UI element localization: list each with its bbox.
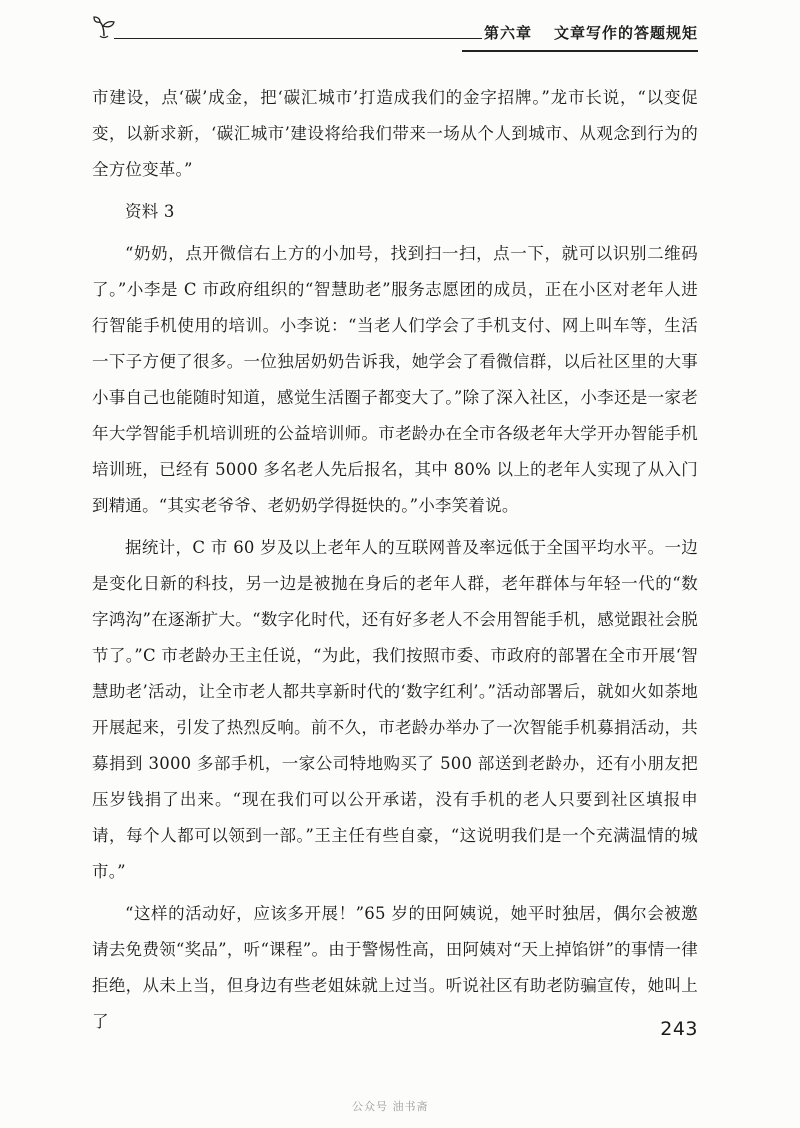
footer-stamp: 公众号 油书斋 <box>352 1100 429 1113</box>
header-chapter: 第六章 <box>483 24 532 42</box>
body-text <box>92 80 698 1046</box>
running-header <box>92 14 698 54</box>
header-underline <box>462 50 698 52</box>
paragraph-1: 市建设，点‘碳’成金，把‘碳汇城市’打造成我们的金字招牌。”龙市长说，“以变促变，以新求新，‘碳汇城市’建设将给我们带来一场从个人到城市、从观念到行为的全方位变革。” <box>92 88 698 179</box>
header-chapter-title: 文章写作的答题规矩 <box>553 24 698 42</box>
page-number: 243 <box>660 1018 698 1040</box>
sprout-icon <box>92 14 118 40</box>
header-title <box>484 22 698 43</box>
section-heading: 资料 3 <box>125 202 175 221</box>
paragraph-2: “奶奶，点开微信右上方的小加号，找到扫一扫，点一下，就可以识别二维码了。”小李是 C 市政府组织的“智慧助老”服务志愿团的成员，正在小区对老年人进行智能手机使用的培训。小李说：“当老人们学会了手机支付、网上叫车等，生活一下子方便了很多。一位独居奶奶告诉我，她学会了看微信群，以后社区里的大事小事自己也能随时知道，感觉生活圈子都变大了。”除了深入社区，小李还是一家老年大学智能手机培训班的公益培训师。市老龄办在全市各级老年大学开办智能手机培训班，已经有 5000 多名老人先后报名，其中 80% 以上的老年人实现了从入门到精通。“其实老爷爷、老奶奶学得挺快的。”小李笑着说。 <box>92 244 698 515</box>
header-rule <box>114 38 482 39</box>
paragraph-4: “这样的活动好，应该多开展！”65 岁的田阿姨说，她平时独居，偶尔会被邀请去免费领“奖品”，听“课程”。由于警惕性高，田阿姨对“天上掉馅饼”的事情一律拒绝，从未上当，但身边有些老姐妹就上过当。听说社区有助老防骗宣传，她叫上了 <box>92 904 698 1031</box>
paragraph-3: 据统计，C 市 60 岁及以上老年人的互联网普及率远低于全国平均水平。一边是变化日新的科技，另一边是被抛在身后的老年人群，老年群体与年轻一代的“数字鸿沟”在逐渐扩大。“数字化时代，还有好多老人不会用智能手机，感觉跟社会脱节了。”C 市老龄办王主任说，“为此，我们按照市委、市政府的部署在全市开展‘智慧助老’活动，让全市老人都共享新时代的‘数字红利’。”活动部署后，就如火如荼地开展起来，引发了热烈反响。前不久，市老龄办举办了一次智能手机募捐活动，共募捐到 3000 多部手机，一家公司特地购买了 500 部送到老龄办，还有小朋友把压岁钱捐了出来。“现在我们可以公开承诺，没有手机的老人只要到社区填报申请，每个人都可以领到一部。”王主任有些自豪，“这说明我们是一个充满温情的城市。” <box>92 538 698 881</box>
